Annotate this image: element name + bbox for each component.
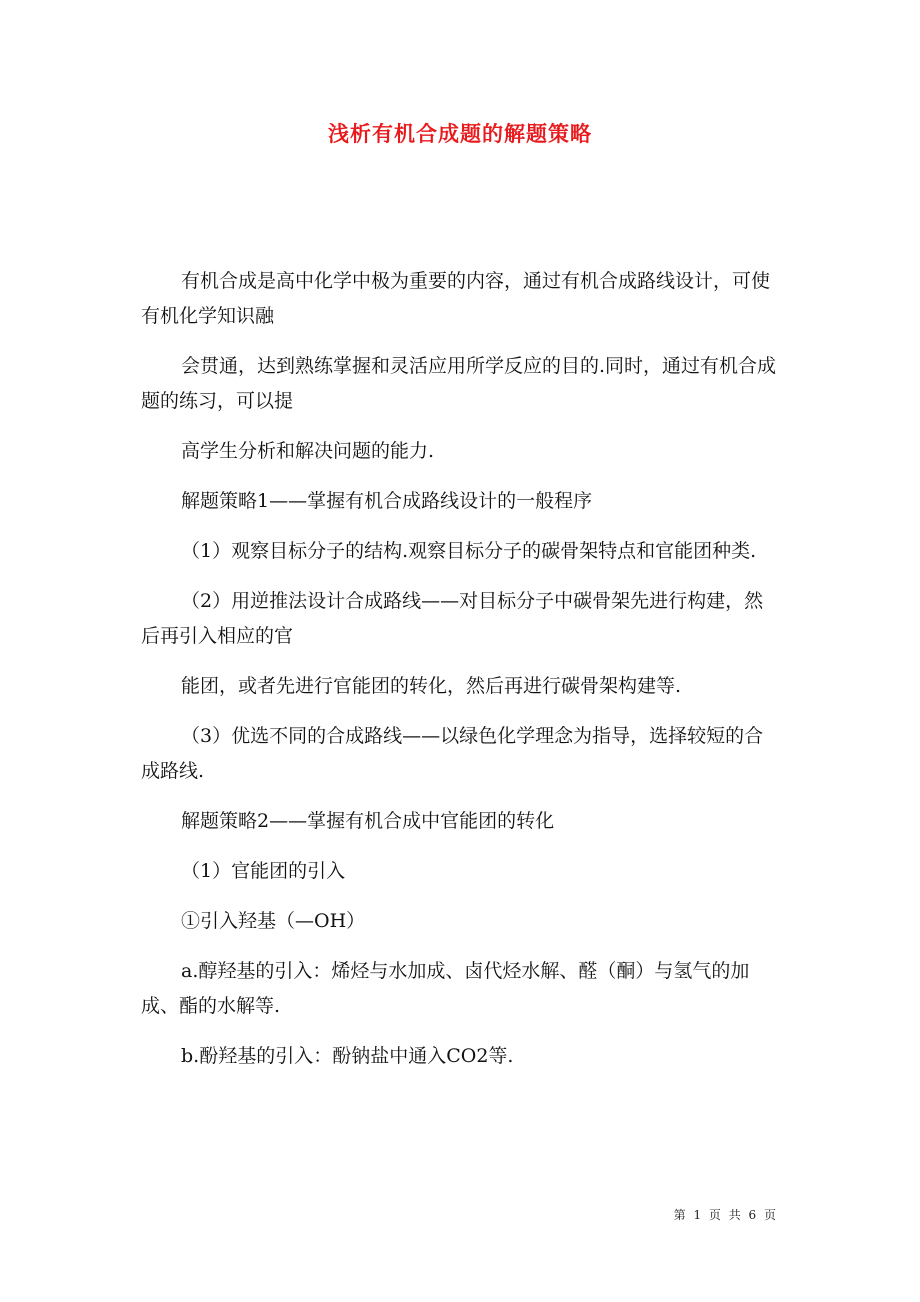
strategy-2-heading: 解题策略2——掌握有机合成中官能团的转化	[181, 810, 555, 832]
paragraph-intro: 有机合成是高中化学中极为重要的内容，通过有机合成路线设计，可使有机化学知识融	[141, 270, 771, 327]
alcohol-hydroxyl-item: a.醇羟基的引入：烯烃与水加成、卤代烃水解、醛（酮）与氢气的加成、酯的水解等.	[141, 960, 750, 1017]
strategy-1-step-1: （1）观察目标分子的结构.观察目标分子的碳骨架特点和官能团种类.	[181, 540, 757, 562]
paragraph-intro-end: 高学生分析和解决问题的能力.	[181, 440, 435, 462]
phenol-hydroxyl-item: b.酚羟基的引入：酚钠盐中通入CO2等.	[181, 1045, 514, 1067]
strategy-1-heading: 解题策略1——掌握有机合成路线设计的一般程序	[181, 490, 593, 512]
strategy-1-step-2: （2）用逆推法设计合成路线——对目标分子中碳骨架先进行构建，然后再引入相应的官	[141, 590, 764, 647]
strategy-1-step-2-continued: 能团，或者先进行官能团的转化，然后再进行碳骨架构建等.	[181, 675, 682, 697]
strategy-2-subheading: （1）官能团的引入	[181, 860, 346, 882]
paragraph-intro-continued: 会贯通，达到熟练掌握和灵活应用所学反应的目的.同时，通过有机合成题的练习，可以提	[141, 355, 777, 412]
hydroxyl-heading: ①引入羟基（—OH）	[181, 910, 366, 932]
document-body	[141, 264, 781, 1089]
page-number: 第 1 页 共 6 页	[673, 1208, 778, 1222]
document-title: 浅析有机合成题的解题策略	[328, 121, 592, 146]
strategy-1-step-3: （3）优选不同的合成路线——以绿色化学理念为指导，选择较短的合成路线.	[141, 725, 764, 782]
